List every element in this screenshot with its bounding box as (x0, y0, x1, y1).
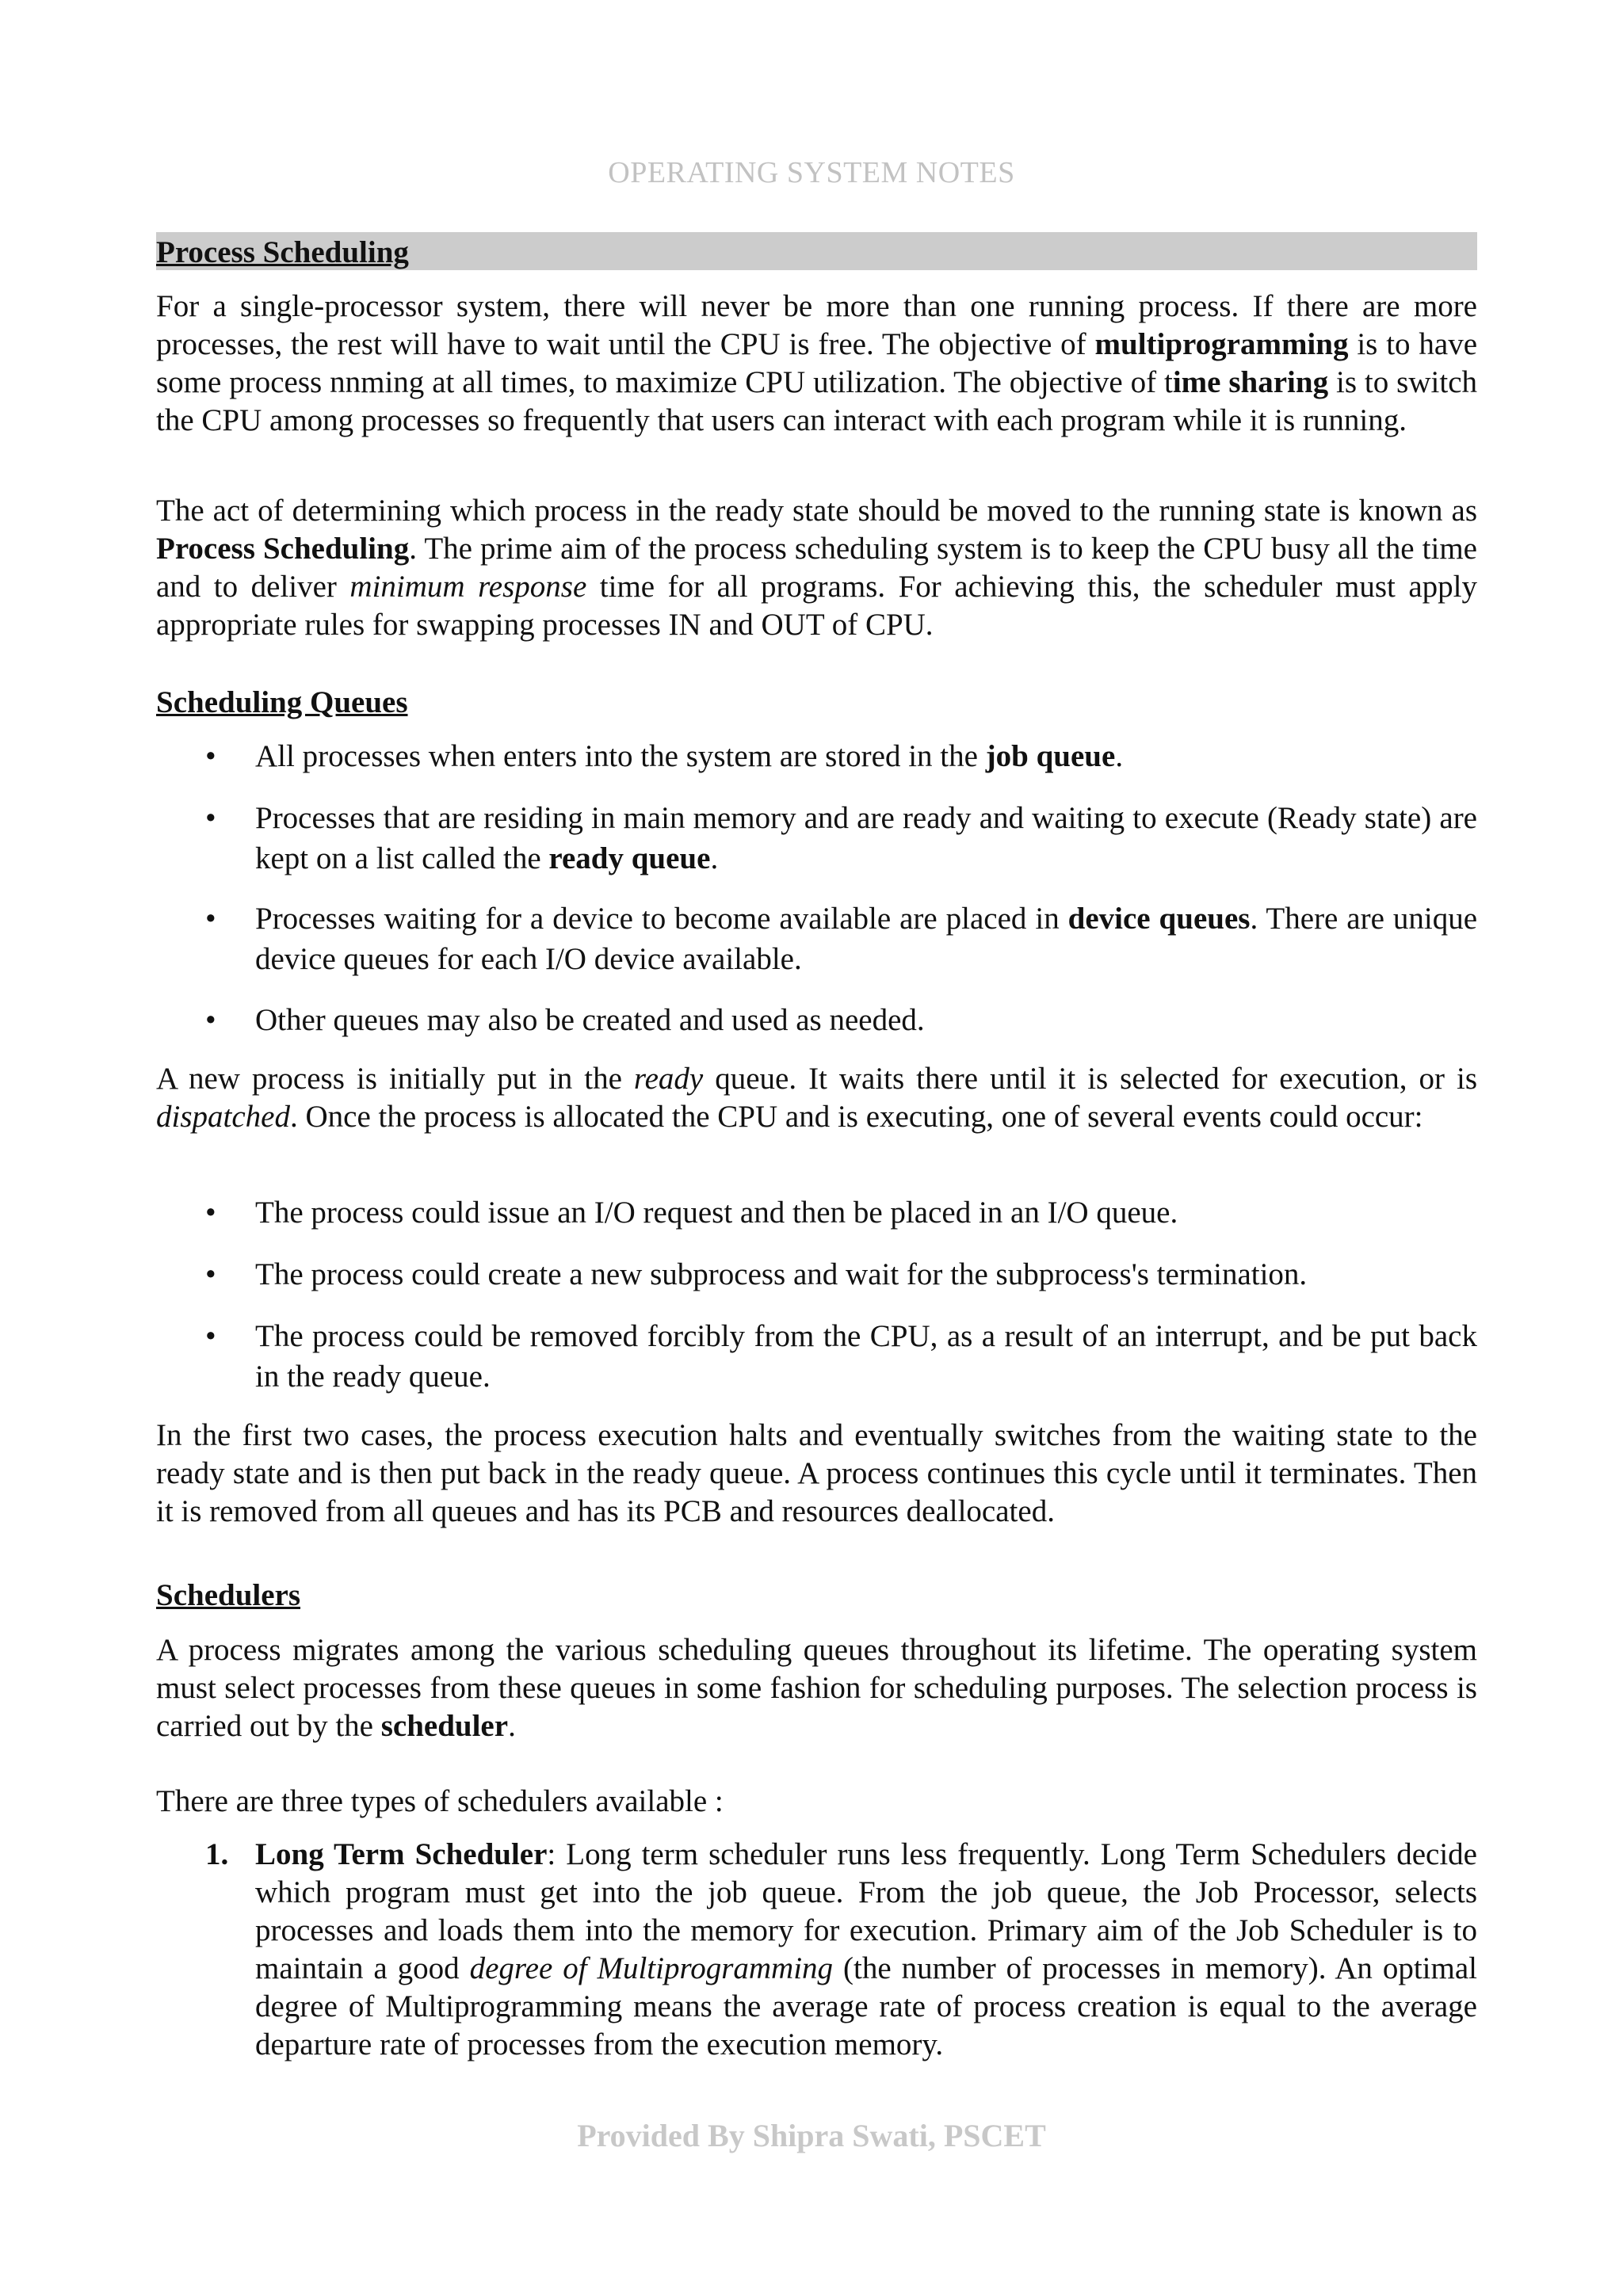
bullet-icon: • (205, 739, 216, 773)
term-job-queue: job queue (985, 739, 1116, 773)
paragraph-intro (156, 288, 1477, 440)
heading-process-scheduling: Process Scheduling (156, 235, 409, 269)
bullet-icon: • (205, 1319, 216, 1353)
text: . There are unique device queues for each I/O device available. (255, 902, 1478, 976)
text: time for all programs. For achieving this, the scheduler must apply appropriate rules for swapping processes IN and OUT of CPU. (156, 570, 1478, 642)
text: Processes that are residing in main memory and are ready and waiting to execute (Ready state) are kept on a list called the (255, 801, 1477, 875)
paragraph-cycle: In the first two cases, the process execution halts and eventually switches from the waiting state to the ready state and is then put back in the ready queue. A process continues this cycle until it terminates. Then it is removed from all queues and has its PCB and resources deallocated. (156, 1418, 1477, 1528)
paragraph-definition (156, 492, 1477, 644)
paragraph-new-process (156, 1060, 1477, 1136)
text: The process could issue an I/O request and then be placed in an I/O queue. (255, 1196, 1178, 1230)
bullet-icon: • (205, 1003, 216, 1037)
bullet-icon: • (205, 902, 216, 936)
text: queue. It waits there until it is selected for execution, or is (703, 1062, 1477, 1096)
paragraph-scheduler (156, 1631, 1477, 1745)
term-dispatched: dispatched (156, 1100, 290, 1134)
text: . (710, 841, 719, 875)
text: Processes waiting for a device to become available are placed in (255, 902, 1068, 936)
term-multiprogramming: multiprogramming (1094, 327, 1349, 361)
term-process-scheduling: Process Scheduling (156, 532, 410, 566)
term-degree-of-multiprogramming: degree of Multiprogramming (469, 1951, 834, 1985)
bullet-icon: • (205, 1257, 216, 1291)
heading-schedulers: Schedulers (156, 1578, 301, 1612)
page-header: OPERATING SYSTEM NOTES (608, 156, 1015, 189)
paragraph-types: There are three types of schedulers available : (156, 1784, 724, 1818)
text: . The prime aim of the process scheduling system is to keep the CPU busy all the time and to deliver (156, 532, 1477, 604)
text: For a single-processor system, there will never be more than one running process. If there are more processes, the rest will have to wait until the CPU is free. The objective of (156, 289, 1477, 361)
text: . (1115, 739, 1124, 773)
text: (the number of processes in memory). An optimal degree of Multiprogramming means the average rate of process creation is equal to the average departure rate of processes from the execution memory. (255, 1951, 1477, 2061)
text: is to switch the CPU among processes so frequently that users can interact with each program while it is running. (156, 365, 1478, 437)
text: All processes when enters into the system are stored in the (255, 739, 986, 773)
text: The process could create a new subprocess and wait for the subprocess's termination. (255, 1257, 1308, 1291)
bullet-icon: • (205, 801, 216, 835)
term-long-term-scheduler: Long Term Scheduler (255, 1837, 548, 1871)
term-device-queues: device queues (1067, 902, 1251, 936)
bullet-icon: • (205, 1196, 216, 1230)
item-number: 1. (205, 1837, 229, 1871)
text: : Long term scheduler runs less frequently. Long Term Schedulers decide which program must get into the job queue. From the job queue, the Job Processor, selects processes and loads them into the memory for execution. Primary aim of the Job Scheduler is to maintain a good (255, 1837, 1477, 1985)
term-ready: ready (633, 1062, 704, 1096)
text: The act of determining which process in the ready state should be moved to the running state is known as (156, 494, 1477, 528)
text: A process migrates among the various scheduling queues throughout its lifetime. The operating system must select processes from these queues in some fashion for scheduling purposes. The selection process is carried out by the (156, 1633, 1477, 1743)
text: A new process is initially put in the (156, 1062, 634, 1096)
term-minimum-response: minimum response (349, 570, 587, 604)
text: Other queues may also be created and used as needed. (255, 1003, 925, 1037)
text: is to have some process nnming at all times, to maximize CPU utilization. The objective of t (156, 327, 1478, 399)
term-time-sharing: ime sharing (1172, 365, 1329, 399)
section-heading-bar (156, 232, 1477, 270)
text: . Once the process is allocated the CPU and is executing, one of several events could occur: (289, 1100, 1423, 1134)
text: . (508, 1709, 516, 1743)
text: The process could be removed forcibly from the CPU, as a result of an interrupt, and be put back in the ready queue. (255, 1319, 1477, 1394)
page-footer: Provided By Shipra Swati, PSCET (577, 2118, 1046, 2153)
term-scheduler: scheduler (380, 1709, 509, 1743)
heading-scheduling-queues: Scheduling Queues (156, 685, 408, 719)
term-ready-queue: ready queue (548, 841, 711, 875)
